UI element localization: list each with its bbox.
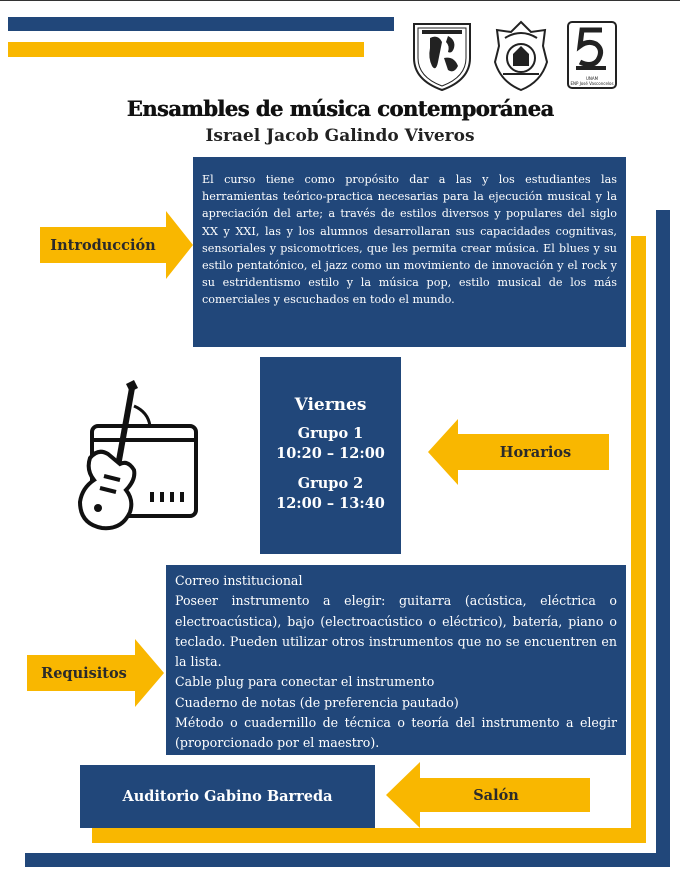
requisito-item: Cable plug para conectar el instrumento [175,674,435,690]
requisito-item: Correo institucional [175,573,303,588]
introduccion-arrow [40,211,193,279]
unam-shield-logo [408,18,476,92]
enp-plantel-5-logo [566,20,618,90]
requisito-item: Cuaderno de notas (de preferencia pautado) [175,694,459,710]
frame-bar-navy-bottom [25,853,670,867]
requisitos-label: Requisitos [41,664,127,682]
horarios-box [260,357,401,554]
introduccion-text-box [193,157,626,347]
frame-bar-gold-bottom [92,828,646,843]
header-bar-navy [8,17,394,31]
electric-guitar-amplifier-icon [68,376,200,534]
salon-value: Auditorio Gabino Barreda [122,788,333,805]
author-name: Israel Jacob Galindo Viveros [205,126,475,146]
enp-logo-text: UNAM ENP José Vasconcelos [570,76,614,86]
header-bar-gold [8,42,364,57]
schedule-day: Viernes [294,395,367,415]
frame-bar-navy-right [656,210,670,867]
frame-bar-gold-right [631,236,646,843]
horarios-label: Horarios [499,443,572,461]
salon-arrow [386,762,590,828]
introduccion-label: Introducción [50,236,156,254]
top-border-line [0,0,680,1]
group-2-time: 12:00 – 13:40 [276,495,385,512]
introduccion-text: El curso tiene como propósito dar a las y los estudiantes las herramientas teórico-practica necesarias para la ejecución musical y la apreciación del arte; a través de estilos diversos y populares del siglo XX y XXI, las y los alumnos desarrollaran sus capacidades cognitivas, sensoriales y psicomotrices, que les permita crear música. El blues y su estilo pentatónico, el jazz como un movimiento de innovación y el rock y su estridentismo estilo y la música pop, estilo musical de los más comerciales y escuchados en todo el mundo. [202,173,617,307]
page-title: Ensambles de música contemporánea [126,96,554,121]
requisito-item: Poseer instrumento a elegir: guitarra (acústica, eléctrica o electroacústica), bajo (electroacústico o eléctrico), batería, piano o teclado. Pueden utilizar otros instrumentos que no se encuentren en la lista. [175,593,617,670]
salon-box [80,765,375,828]
horarios-arrow [428,419,609,485]
group-1-time: 10:20 – 12:00 [276,445,385,462]
group-2-name: Grupo 2 [297,475,364,492]
requisitos-box [166,565,626,755]
escuela-nacional-preparatoria-logo [491,18,551,92]
requisitos-arrow [27,639,164,707]
requisito-item: Método o cuadernillo de técnica o teoría del instrumento a elegir (proporcionado por el maestro). [175,715,617,751]
group-1-name: Grupo 1 [297,425,364,442]
salon-label: Salón [473,786,519,804]
